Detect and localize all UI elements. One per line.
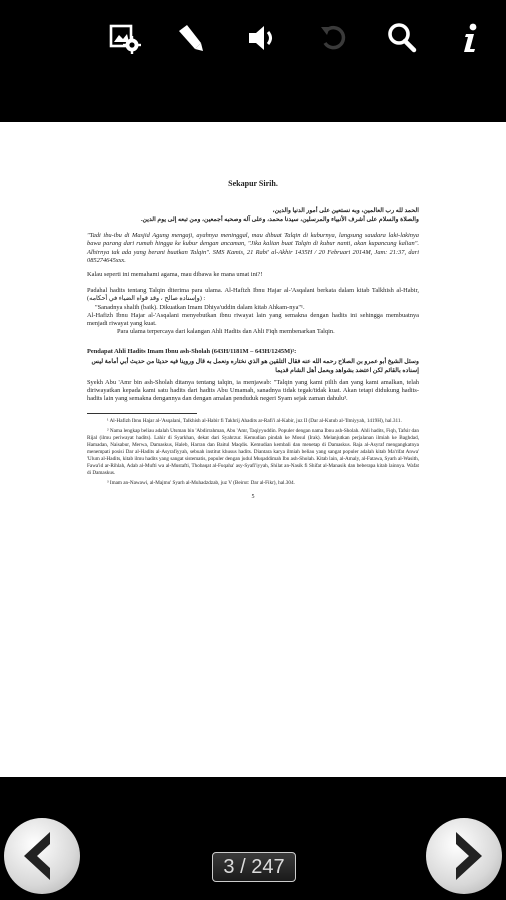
next-page-button[interactable] xyxy=(426,818,502,894)
pen-icon[interactable] xyxy=(168,16,212,60)
footnote-1: ¹ Al-Hafizh Ibnu Hajar al-'Asqalani, Talkhish al-Habir fi Takhrij Ahadits ar-Rafi'i al-Kabir, juz II (Dar al-Kutub al-'Ilmiyyah, 1419H), hal.311. xyxy=(107,418,402,425)
paragraph-question: Kalau seperti ini memahami agama, mau dibawa ke mana umat ini?! xyxy=(87,271,263,279)
arabic-opening-2: والصلاة والسلام على أشرف الأنبياء والمرسلين، سيدنا محمد، وعلى آله وصحبه أجمعين، ومن تبعه إلى يوم الدين. xyxy=(141,216,419,224)
footnote-divider xyxy=(87,413,197,414)
gallery-settings-icon[interactable] xyxy=(103,16,147,60)
document-page[interactable] xyxy=(0,122,506,777)
search-icon[interactable] xyxy=(380,16,424,60)
arrow-right-icon xyxy=(426,818,502,894)
arabic-quote-ibnu-sholah: وسئل الشيخ أبو عمرو بن الصلاح رحمه الله عنه فقال التلقين هو الذي نختاره ونعمل به قال وروينا فيه حديثا من حديث أبي أمامة ليس إسناده بالقائم لكن اعتضد بشواهد وبعمل أهل الشام قديما xyxy=(91,357,419,374)
footnote-3: ³ Imam an-Nawawi, al-Majmu' Syarh al-Muhadzdzab, juz V (Beirut: Dar al-Fikr), hal.304. xyxy=(107,480,295,487)
footnote-2: ² Nama lengkap beliau adalah Utsman bin 'Abdirrahman, Abu 'Amr, Taqiyyuddin. Populer dengan nama Ibnu ash-Sholah. Ahli hadits, Fiqh, Tafsir dan Rijal (ilmu periwayat hadits). Lahir di Syarkhan, dekat dari Syahrzur. Kemudian pindah ke Mosul (Irak). Melanjutkan perjalanan ilmiah ke Baghdad, Hamadan, Naisabur, Merwa, Damaskus, Haleb, Harran dan Baitul Maqdis. Kemudian kembali dan menetap di Damaskus. Raja al-Asyraf mengangkatnya menempati posisi Dar al-Hadits al-Asyrafiyyah, sebuah institut khusus hadits. Diantara karya ilmiah beliau yang sangat populer adalah kitab Ma'rifat Anwa' 'Ulum al-Hadits, kitab ilmu hadits yang sangat sistematis, populer dengan judul Muqaddimah Ibn ash-Sholah. Kitab lain, al-Amaly, al-Fatawa, Syarh al-Wasith, Fawa'id ar-Rihlah, Adab al-Mufti wa al-Mustafti, Thobaqat al-Fuqaha' asy-Syafi'iyyah, Shilat an-Nasik fi Shifat al-Manasik dan beberapa kitab lainnya. Wafat di Damaskus. xyxy=(87,428,419,477)
paragraph-ibnu-hajar: Al-Hafizh Ibnu Hajar al-'Asqalani menyebutkan ibnu riwayat lain yang semakna dengan hadits ini sehingga membuatnya menjadi riwayat yang kuat. xyxy=(87,311,419,328)
speaker-icon[interactable] xyxy=(240,16,284,60)
previous-page-button[interactable] xyxy=(4,818,80,894)
paragraph-sms-quote: "Tadi ibu-ibu di Masjid Agung mengaji, ayahnya meninggal, mau dibuat Talqin di kuburnya, langsung saudara laki-lakinya bawa parang dari rumah hingga ke kubur dengan ancaman, "Jika kalian buat Talqin di kubur nanti, akan kupancung kalian". Alhirnya tak ada yang berani buatkan Talqin". SMS Kamis, 21 Rabi' al-Akhir 1435H / 20 Februari 2014M, Jam: 21:37, dari 085274645xxx. xyxy=(87,232,419,264)
section-heading: Pendapat Ahli Hadits Imam Ibnu ash-Sholah (643H/1181M – 643H/1245M)²: xyxy=(87,348,297,356)
info-icon[interactable] xyxy=(448,16,492,60)
arabic-opening-1: الحمد لله رب العالمين، وبه نستعين على أمور الدنيا والدين، xyxy=(272,207,419,215)
paragraph-ibnu-sholah: Syekh Abu 'Amr bin ash-Sholah ditanya tentang talqin, ia menjawab: "Talqin yang kami pilih dan yang kami amalkan, telah diriwayatkan kepada kami satu hadits dari hadits Abu Umamah, sanadnya tidak tegak/tidak kuat. Akan tetapi didukung hadits-hadits lain yang semakna dengannya dan dengan amalan penduduk negeri Syam sejak zaman dahulu³. xyxy=(87,378,419,403)
toolbar xyxy=(0,0,506,82)
undo-icon xyxy=(312,16,356,60)
paragraph-sanad: "Sanadnya shalih (baik). Dikuatkan Imam Dhiya'uddin dalam kitab Ahkam-nya"¹. xyxy=(95,303,305,311)
arrow-left-icon xyxy=(4,818,80,894)
page-counter: 3 / 247 xyxy=(212,852,296,882)
page-content xyxy=(87,180,419,501)
page-number: 5 xyxy=(251,494,255,501)
paragraph-talqin-hadits: Padahal hadits tentang Talqin diterima para ulama. Al-Hafizh Ibnu Hajar al-'Asqalani berkata dalam kitab Talkhish al-Habir, (وإسناده صالح ، وقد قواه الضياء في أحكامه) : xyxy=(87,287,419,303)
page-title: Sekapur Sirih. xyxy=(228,179,278,188)
paragraph-ulama: Para ulama terpercaya dari kalangan Ahli Hadits dan Ahli Fiqh membenarkan Talqin. xyxy=(117,328,335,336)
